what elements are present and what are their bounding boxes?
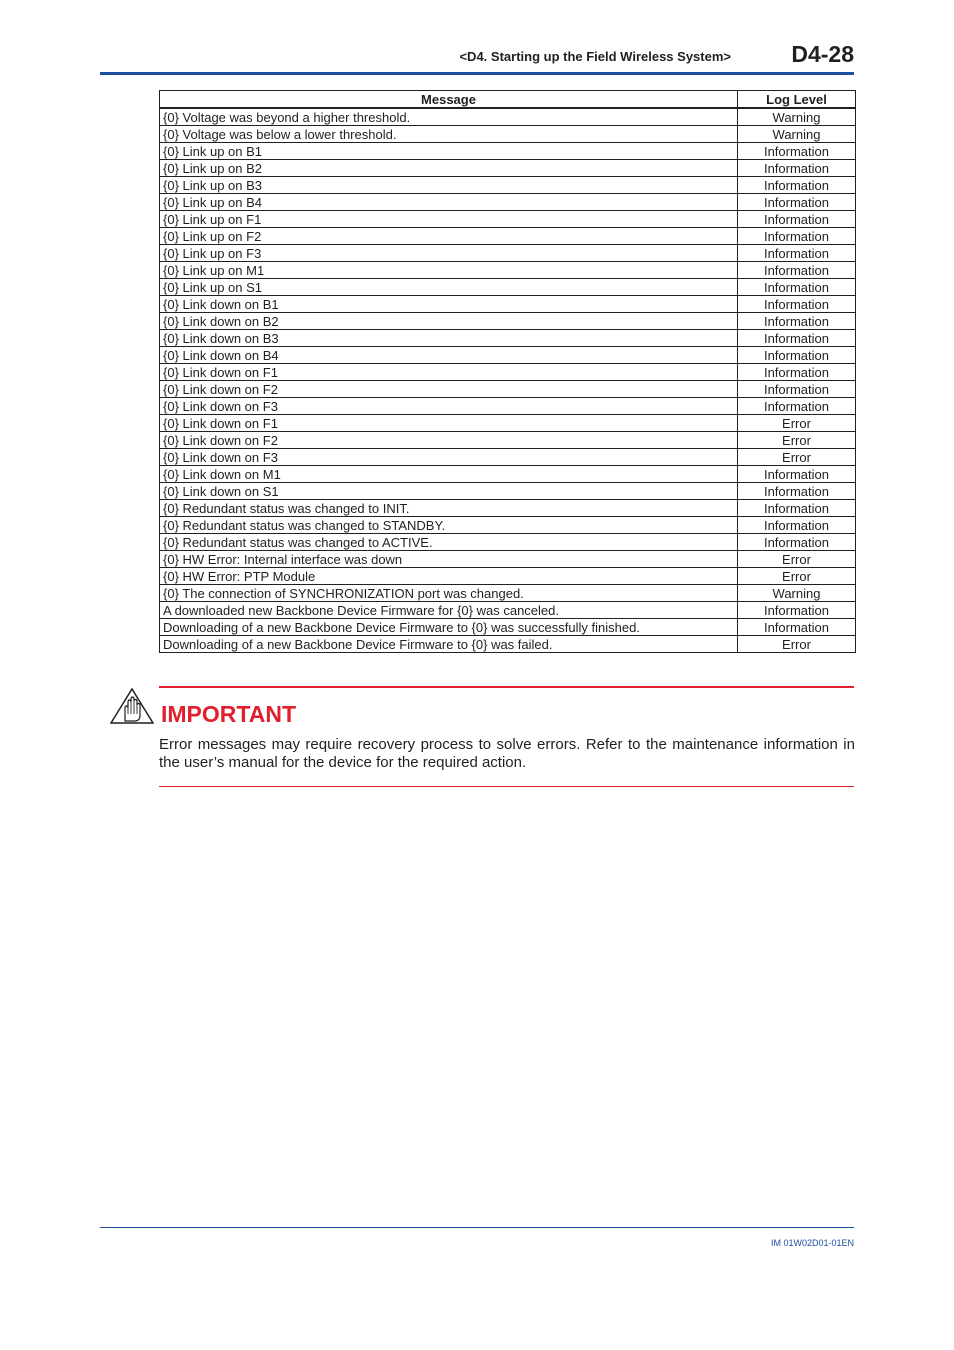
log-level-cell: Information	[738, 500, 856, 517]
message-cell: {0} Link up on B3	[160, 177, 738, 194]
table-row	[160, 551, 856, 568]
log-level-cell: Information	[738, 483, 856, 500]
log-level-cell: Information	[738, 262, 856, 279]
table-row	[160, 517, 856, 534]
message-cell: Downloading of a new Backbone Device Firmware to {0} was successfully finished.	[160, 619, 738, 636]
important-top-rule	[159, 686, 854, 688]
message-cell: {0} Link down on F2	[160, 432, 738, 449]
log-level-cell: Information	[738, 330, 856, 347]
table-row	[160, 126, 856, 143]
log-level-cell: Information	[738, 245, 856, 262]
log-message-table	[159, 90, 856, 653]
log-level-cell: Information	[738, 211, 856, 228]
log-level-cell: Information	[738, 517, 856, 534]
table-row	[160, 347, 856, 364]
message-cell: {0} Link down on B4	[160, 347, 738, 364]
message-cell: {0} Link up on B1	[160, 143, 738, 160]
message-cell: {0} Redundant status was changed to INIT.	[160, 500, 738, 517]
table-row	[160, 245, 856, 262]
log-level-cell: Error	[738, 568, 856, 585]
table-row	[160, 466, 856, 483]
message-cell: {0} Link down on F1	[160, 364, 738, 381]
message-cell: {0} Link down on B3	[160, 330, 738, 347]
log-level-cell: Information	[738, 177, 856, 194]
message-cell: {0} Link up on F3	[160, 245, 738, 262]
important-bottom-rule	[159, 786, 854, 787]
table-row	[160, 211, 856, 228]
log-level-cell: Warning	[738, 585, 856, 602]
log-level-cell: Information	[738, 534, 856, 551]
table-row	[160, 483, 856, 500]
header-divider	[100, 72, 854, 75]
table-row	[160, 160, 856, 177]
message-cell: {0} Link up on B2	[160, 160, 738, 177]
message-cell: {0} Link up on B4	[160, 194, 738, 211]
log-level-cell: Error	[738, 551, 856, 568]
page-number: D4-28	[791, 41, 854, 67]
table-row	[160, 585, 856, 602]
message-cell: {0} Link up on F2	[160, 228, 738, 245]
table-row	[160, 364, 856, 381]
log-level-cell: Information	[738, 160, 856, 177]
table-row	[160, 279, 856, 296]
message-cell: {0} Link up on S1	[160, 279, 738, 296]
log-level-cell: Information	[738, 194, 856, 211]
message-cell: A downloaded new Backbone Device Firmware for {0} was canceled.	[160, 602, 738, 619]
message-cell: {0} Voltage was beyond a higher threshold.	[160, 108, 738, 126]
table-row	[160, 415, 856, 432]
log-level-cell: Warning	[738, 126, 856, 143]
message-cell: {0} Link down on M1	[160, 466, 738, 483]
table-row	[160, 619, 856, 636]
table-row	[160, 398, 856, 415]
message-cell: {0} Link down on B2	[160, 313, 738, 330]
message-cell: {0} The connection of SYNCHRONIZATION port was changed.	[160, 585, 738, 602]
table-body	[160, 108, 856, 653]
table-row	[160, 228, 856, 245]
log-level-cell: Information	[738, 619, 856, 636]
message-cell: {0} Redundant status was changed to STANDBY.	[160, 517, 738, 534]
table-row	[160, 381, 856, 398]
log-level-cell: Information	[738, 381, 856, 398]
column-header-log-level: Log Level	[738, 91, 856, 109]
table-row	[160, 296, 856, 313]
table-row	[160, 330, 856, 347]
table-row	[160, 500, 856, 517]
document-number: IM 01W02D01-01EN	[770, 1238, 854, 1248]
message-cell: {0} Link down on F1	[160, 415, 738, 432]
message-cell: {0} Link down on S1	[160, 483, 738, 500]
raised-hand-warning-icon	[110, 688, 154, 724]
table-header-row	[160, 91, 856, 109]
footer-divider	[100, 1227, 854, 1228]
table-row	[160, 636, 856, 653]
important-heading: IMPORTANT	[161, 701, 297, 727]
log-level-cell: Error	[738, 432, 856, 449]
table-row	[160, 262, 856, 279]
important-body-text: Error messages may require recovery process to solve errors. Refer to the maintenance information in the user’s manual for the device for the required action.	[159, 736, 855, 771]
message-cell: {0} Link down on F3	[160, 398, 738, 415]
message-cell: {0} Link down on F2	[160, 381, 738, 398]
log-level-cell: Information	[738, 347, 856, 364]
log-level-cell: Error	[738, 415, 856, 432]
message-cell: {0} Link down on B1	[160, 296, 738, 313]
table-row	[160, 143, 856, 160]
log-level-cell: Information	[738, 602, 856, 619]
table-row	[160, 432, 856, 449]
message-cell: {0} Link up on M1	[160, 262, 738, 279]
message-cell: {0} Voltage was below a lower threshold.	[160, 126, 738, 143]
log-level-cell: Information	[738, 313, 856, 330]
log-level-cell: Information	[738, 228, 856, 245]
log-level-cell: Information	[738, 466, 856, 483]
message-cell: {0} HW Error: PTP Module	[160, 568, 738, 585]
log-level-cell: Error	[738, 636, 856, 653]
message-cell: {0} Link up on F1	[160, 211, 738, 228]
message-cell: {0} HW Error: Internal interface was down	[160, 551, 738, 568]
chapter-title: <D4. Starting up the Field Wireless System>	[459, 49, 731, 64]
message-cell: {0} Link down on F3	[160, 449, 738, 466]
log-level-cell: Information	[738, 296, 856, 313]
message-cell: {0} Redundant status was changed to ACTIVE.	[160, 534, 738, 551]
table-row	[160, 177, 856, 194]
table-row	[160, 568, 856, 585]
log-level-cell: Information	[738, 398, 856, 415]
log-level-cell: Information	[738, 279, 856, 296]
log-level-cell: Error	[738, 449, 856, 466]
table-row	[160, 194, 856, 211]
table-row	[160, 602, 856, 619]
column-header-message: Message	[160, 91, 738, 109]
table-row	[160, 313, 856, 330]
table-row	[160, 449, 856, 466]
log-level-cell: Warning	[738, 108, 856, 126]
log-level-cell: Information	[738, 364, 856, 381]
table-row	[160, 108, 856, 126]
log-level-cell: Information	[738, 143, 856, 160]
table-row	[160, 534, 856, 551]
message-cell: Downloading of a new Backbone Device Firmware to {0} was failed.	[160, 636, 738, 653]
